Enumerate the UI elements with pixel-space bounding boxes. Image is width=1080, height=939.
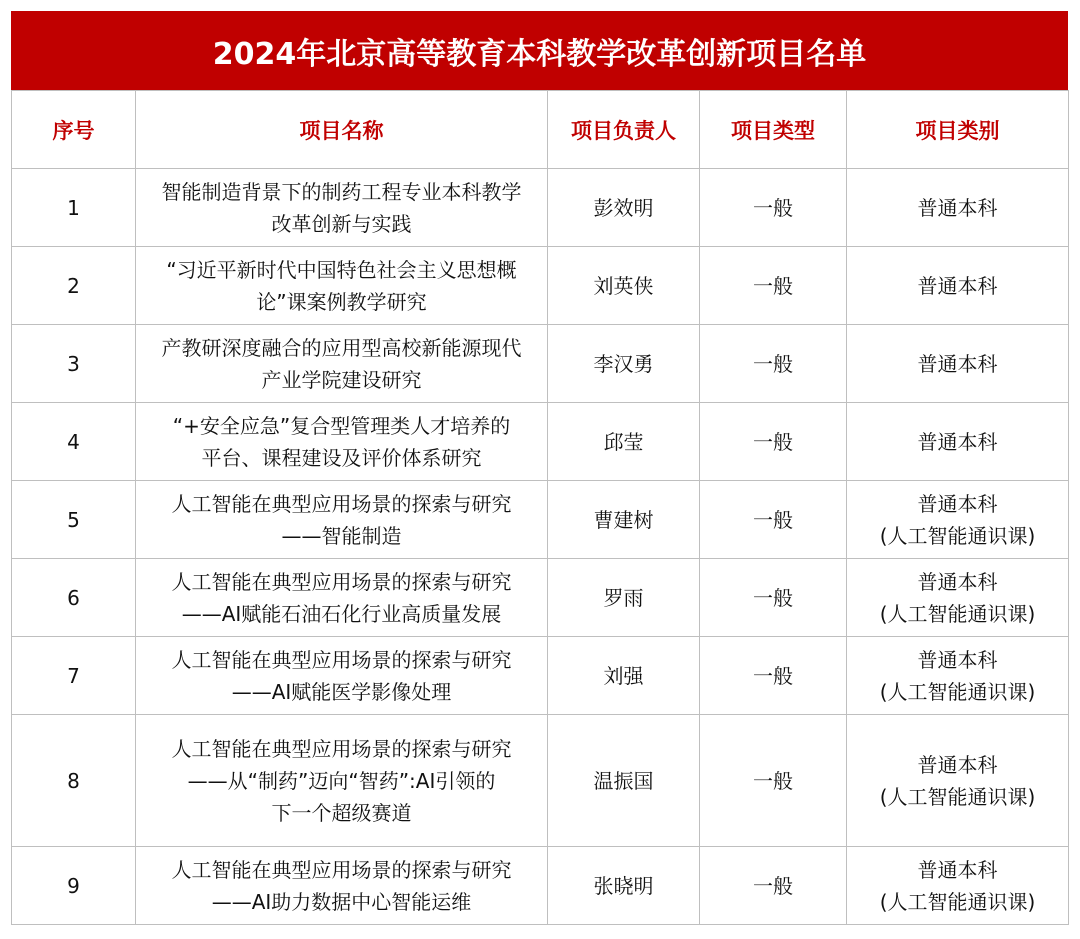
cell-category-line: 普通本科	[917, 429, 998, 454]
table-row	[12, 403, 1069, 481]
project-list	[11, 11, 1068, 925]
cell-name	[136, 637, 548, 715]
cell-category-line: (人工智能通识课)	[879, 679, 1036, 704]
cell-category	[847, 247, 1069, 325]
cell-category-line: (人工智能通识课)	[879, 601, 1036, 626]
cell-category-line: 普通本科	[917, 569, 998, 594]
cell-index: 7	[12, 637, 136, 715]
cell-category-line: (人工智能通识课)	[879, 784, 1036, 809]
table-row	[12, 847, 1069, 925]
cell-name-line: ——AI赋能医学影像处理	[231, 679, 452, 704]
table-row	[12, 325, 1069, 403]
cell-leader: 刘强	[548, 637, 700, 715]
header-name: 项目名称	[136, 91, 548, 169]
table-row	[12, 715, 1069, 847]
cell-leader: 张晓明	[548, 847, 700, 925]
table-row	[12, 481, 1069, 559]
cell-category	[847, 559, 1069, 637]
cell-type: 一般	[700, 403, 847, 481]
page-title: 2024年北京高等教育本科教学改革创新项目名单	[11, 11, 1068, 90]
cell-name-line: “+安全应急”复合型管理类人才培养的	[172, 413, 511, 438]
cell-name	[136, 247, 548, 325]
header-category: 项目类别	[847, 91, 1069, 169]
cell-category-line: 普通本科	[917, 857, 998, 882]
table-body	[12, 169, 1069, 925]
header-leader: 项目负责人	[548, 91, 700, 169]
cell-index: 8	[12, 715, 136, 847]
cell-leader: 李汉勇	[548, 325, 700, 403]
cell-category-line: 普通本科	[917, 195, 998, 220]
project-table	[11, 90, 1069, 925]
cell-name	[136, 325, 548, 403]
cell-name-line: “习近平新时代中国特色社会主义思想概	[166, 257, 517, 282]
cell-category-line: (人工智能通识课)	[879, 523, 1036, 548]
cell-name-line: 人工智能在典型应用场景的探索与研究	[171, 857, 512, 882]
cell-category	[847, 481, 1069, 559]
cell-name	[136, 847, 548, 925]
cell-category-line: 普通本科	[917, 351, 998, 376]
cell-type: 一般	[700, 715, 847, 847]
table-row	[12, 247, 1069, 325]
table-row	[12, 637, 1069, 715]
cell-name-line: 下一个超级赛道	[271, 800, 412, 825]
cell-name	[136, 559, 548, 637]
cell-type: 一般	[700, 169, 847, 247]
cell-type: 一般	[700, 637, 847, 715]
cell-index: 5	[12, 481, 136, 559]
cell-index: 4	[12, 403, 136, 481]
cell-type: 一般	[700, 325, 847, 403]
cell-name-line: 平台、课程建设及评价体系研究	[201, 445, 482, 470]
cell-name-line: ——AI助力数据中心智能运维	[211, 889, 472, 914]
cell-category	[847, 715, 1069, 847]
cell-leader: 温振国	[548, 715, 700, 847]
cell-name-line: 产业学院建设研究	[261, 367, 422, 392]
cell-type: 一般	[700, 481, 847, 559]
cell-leader: 曹建树	[548, 481, 700, 559]
cell-category	[847, 403, 1069, 481]
header-type: 项目类型	[700, 91, 847, 169]
cell-index: 9	[12, 847, 136, 925]
cell-index: 6	[12, 559, 136, 637]
cell-name-line: 论”课案例教学研究	[256, 289, 427, 314]
cell-name-line: 智能制造背景下的制药工程专业本科教学	[161, 179, 522, 204]
cell-type: 一般	[700, 247, 847, 325]
cell-name	[136, 169, 548, 247]
cell-name-line: 改革创新与实践	[271, 211, 412, 236]
cell-category-line: 普通本科	[917, 752, 998, 777]
cell-name	[136, 481, 548, 559]
cell-name	[136, 715, 548, 847]
cell-leader: 刘英侠	[548, 247, 700, 325]
cell-category-line: (人工智能通识课)	[879, 889, 1036, 914]
cell-category	[847, 847, 1069, 925]
cell-name-line: ——AI赋能石油石化行业高质量发展	[181, 601, 502, 626]
header-index: 序号	[12, 91, 136, 169]
cell-category-line: 普通本科	[917, 273, 998, 298]
cell-index: 1	[12, 169, 136, 247]
cell-category-line: 普通本科	[917, 491, 998, 516]
cell-leader: 邱莹	[548, 403, 700, 481]
cell-name-line: 人工智能在典型应用场景的探索与研究	[171, 736, 512, 761]
cell-name-line: 人工智能在典型应用场景的探索与研究	[171, 491, 512, 516]
cell-type: 一般	[700, 559, 847, 637]
cell-type: 一般	[700, 847, 847, 925]
cell-name-line: 人工智能在典型应用场景的探索与研究	[171, 647, 512, 672]
cell-leader: 彭效明	[548, 169, 700, 247]
table-row	[12, 559, 1069, 637]
cell-category	[847, 169, 1069, 247]
cell-name	[136, 403, 548, 481]
cell-name-line: 人工智能在典型应用场景的探索与研究	[171, 569, 512, 594]
cell-category	[847, 325, 1069, 403]
table-header-row	[12, 91, 1069, 169]
cell-index: 2	[12, 247, 136, 325]
cell-index: 3	[12, 325, 136, 403]
cell-category	[847, 637, 1069, 715]
cell-leader: 罗雨	[548, 559, 700, 637]
cell-name-line: 产教研深度融合的应用型高校新能源现代	[161, 335, 522, 360]
cell-category-line: 普通本科	[917, 647, 998, 672]
table-row	[12, 169, 1069, 247]
cell-name-line: ——智能制造	[281, 523, 402, 548]
cell-name-line: ——从“制药”迈向“智药”:AI引领的	[187, 768, 496, 793]
